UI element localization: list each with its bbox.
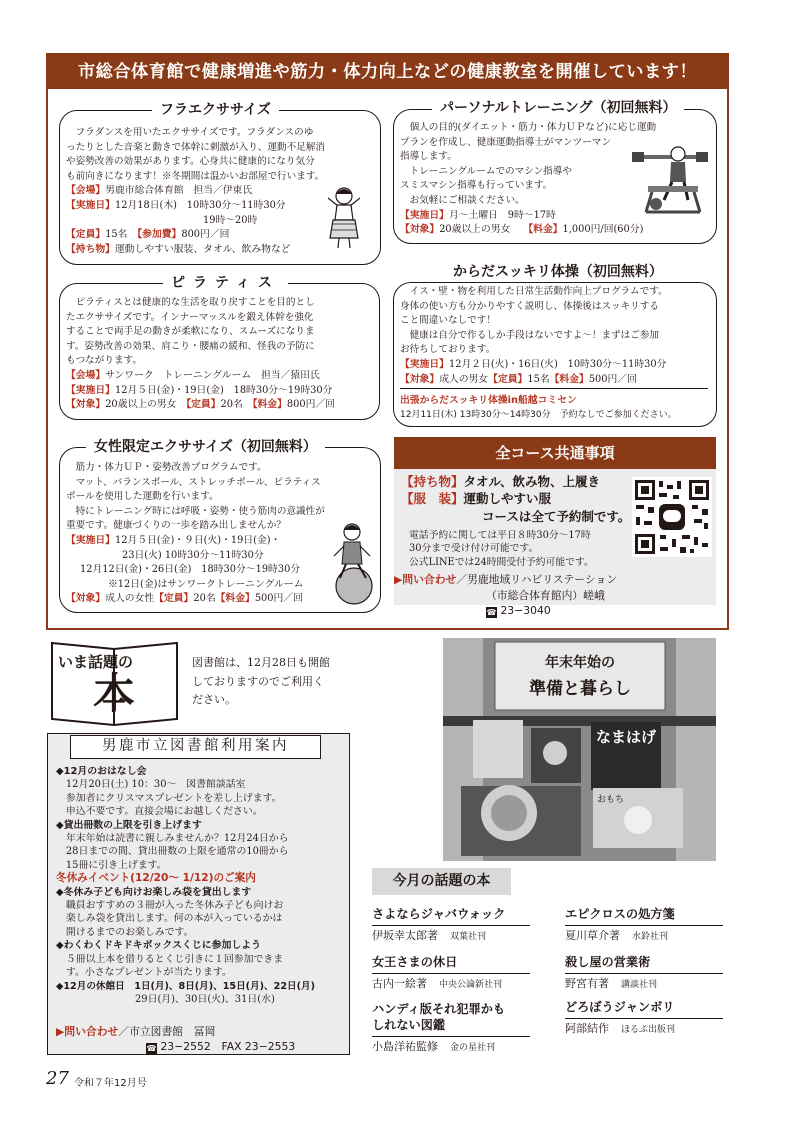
common-contact-row: ▶問い合わせ／男鹿地域リハビリステーション (394, 573, 618, 586)
line-qr-code (632, 477, 712, 557)
balance-ball-illustration (330, 520, 378, 606)
date-row: 【実施日】12月５日(金)・19日(金) 18時30分〜19時30分 (66, 384, 333, 396)
body-line: マット、バランスボール、ストレッチポール、ピラティス (66, 476, 321, 488)
book-entry (565, 999, 723, 1037)
book-entry (565, 954, 723, 992)
pilates-title: ピラティス (163, 274, 288, 292)
library-line: す。小さなプレゼントが当たります。 (56, 967, 232, 979)
book-publisher: 双葉社刊 (450, 932, 487, 942)
common-tel-row: ☎ 23−3040 (486, 604, 551, 617)
book-title: さよならジャバウォック (372, 907, 506, 921)
book-cover-omochi: おもち (597, 795, 625, 805)
common-wear-row: 【服 装】運動しやすい服 (401, 491, 552, 506)
date-row-2: 19時〜20時 (203, 214, 258, 226)
book-title: エピクロスの処方箋 (565, 907, 675, 921)
phone-note-2: 30分まで受け付け可能です。 (409, 543, 539, 554)
body-line: たエクササイズです。インナーマッスルを鍛え体幹を強化 (66, 311, 314, 323)
book-divider (565, 1018, 723, 1019)
date-row-4: ※12日(金)はサンワークトレーニングルーム (108, 578, 304, 590)
library-line: ◆貸出冊数の上限を引き上げます (56, 819, 202, 831)
body-line: することで両手足の動きが柔軟になり、スムーズになりま (66, 326, 315, 338)
body-line: ピラティスとは健康的な生活を取り戻すことを目的とし (66, 297, 315, 308)
book-title-cont: しれない図鑑 (372, 1018, 446, 1032)
library-line: 開けるまでのお楽しみです。 (56, 926, 194, 938)
library-open-notice: 図書館は、12月28日も開館 しておりますのでご利用く ださい。 (192, 656, 330, 706)
body-line: もつながります。 (66, 355, 142, 367)
training-machine-illustration (628, 142, 712, 216)
body-line: 健康は自分で作るしか手段はないですよ〜！まずはご参加 (400, 329, 660, 341)
book-author: 古内一絵著 中央公論新社刊 (372, 977, 503, 990)
library-line: 12月20日(土) 10：30〜 図書館談話室 (56, 779, 246, 791)
issue-label: 令和７年12月号 (74, 1078, 147, 1089)
library-line: 年末年始は読書に親しみませんか？12月24日から (56, 833, 289, 845)
library-line: ◆12月の休館日 1日(月)、8日(月)、15日(月)、22日(月) (56, 980, 315, 992)
body-line: ったりとした音楽と動きで体幹に刺激が入り、運動不足解消 (66, 141, 326, 153)
women-title: 女性限定エクササイズ（初回無料） (86, 438, 325, 456)
body-line: スミスマシン指導も行っています。 (400, 180, 553, 192)
library-line: ５冊以上本を借りるとくじ引きに１回参加できま (56, 953, 284, 965)
phone-icon: ☎ (146, 1044, 157, 1053)
section-banner: 市総合体育館で健康増進や筋力・体力向上などの健康教室を開催しています！ (48, 55, 727, 89)
library-line: 29日(月)、30日(火)、31日(水) (56, 993, 275, 1005)
book-divider (372, 973, 530, 974)
date-row-3: 12月12日(金)・26日(金) 18時30分〜19時30分 (80, 564, 301, 576)
karada-title: からだスッキリ体操（初回無料） (445, 263, 671, 281)
book-publisher: 講談社刊 (621, 980, 658, 990)
book-title: 殺し屋の営業術 (565, 955, 651, 969)
book-author: 伊坂幸太郎著 双葉社刊 (372, 929, 487, 942)
body-line: 特にトレーニング時には呼吸・姿勢・使う筋肉の意識性が (66, 505, 325, 517)
body-line: お気軽にご相談ください。 (400, 194, 525, 206)
body-line: こと間違いなしです！ (400, 315, 496, 327)
date-row: 【実施日】12月２日(火)・16日(火) 10時30分〜11時30分 (400, 358, 667, 370)
bring-row: 【持ち物】運動しやすい服装、タオル、飲み物など (66, 243, 291, 255)
body-line: や姿勢改善の効果があります。心身共に健康的になり気分 (66, 156, 315, 168)
body-line: お待ちしております。 (400, 344, 496, 356)
body-line: 指導します。 (400, 151, 457, 163)
line-note: 公式LINEでは24時間受付予約可能です。 (409, 557, 594, 568)
target-cap-fee-row: 【対象】20歳以上の男女 【定員】20名 【料金】800円／回 (66, 399, 335, 411)
book-author: 小島洋祐監修 金の星社刊 (372, 1040, 496, 1053)
trending-books-label: 今月の話題の本 (372, 868, 511, 895)
reserve-note: コースは全て予約制です。 (482, 509, 631, 524)
book-divider (565, 973, 723, 974)
display-sign-line-1: 年末年始の (545, 655, 615, 671)
trending-label: いま話題の (58, 653, 134, 671)
library-line: 楽しみ袋を貸出します。何の本が入っているかは (56, 913, 283, 925)
date-row: 【実施日】12月18日(木) 10時30分〜11時30分 (66, 199, 286, 211)
personal-training-body (400, 121, 656, 238)
library-line: ◆12月のおはなし会 (56, 766, 147, 777)
book-entry (565, 906, 723, 944)
library-tel-row: ☎ 23−2552 FAX 23−2553 (146, 1040, 296, 1053)
book-title: どろぼうジャンボリ (565, 1000, 675, 1014)
library-contact-row: ▶問い合わせ／市立図書館 冨岡 (56, 1025, 216, 1038)
book-title: 女王さまの休日 (372, 955, 458, 969)
library-line: 参加者にクリスマスプレゼントを差し上げます。 (56, 792, 282, 804)
body-line: 個人の目的(ダイエット・筋力・体力ＵＰなど)に応じ運動 (400, 122, 657, 133)
body-line: イス・壁・物を利用した日常生活動作向上プログラムです。 (400, 286, 668, 297)
library-line: 冬休みイベント(12/20〜 1/12)のご案内 (56, 872, 256, 885)
book-entry (372, 906, 530, 944)
book-publisher: 金の星社刊 (450, 1043, 496, 1053)
book-author: 阿部結作 ほるぷ出版刊 (565, 1022, 676, 1035)
hula-dancer-illustration (318, 184, 368, 252)
body-line: も前向きになります！※冬期間は温かいお部屋で行います。 (66, 170, 325, 182)
trending-books-badge (48, 637, 181, 729)
book-author: 夏川草介著 水鈴社刊 (565, 929, 669, 942)
phone-icon: ☎ (486, 608, 497, 617)
pilates-body (66, 296, 335, 413)
library-line: 職員おすすめの３冊が入った冬休み子ども向けお (56, 900, 284, 912)
new-year-display-photo (443, 638, 716, 861)
library-info-title: 男鹿市立図書館利用案内 (70, 735, 321, 759)
hula-body (66, 126, 325, 257)
karada-body (400, 285, 668, 387)
target-cap-fee-row: 【対象】成人の女性【定員】20名【料金】500円／回 (66, 593, 303, 605)
book-title: ハンディ版それ犯罪かも (372, 1002, 506, 1016)
book-author: 野宮有著 講談社刊 (565, 977, 658, 990)
library-line: 15冊に引き上げます。 (56, 859, 167, 871)
karada-divider (400, 388, 708, 389)
book-publisher: 中央公論新社刊 (439, 980, 503, 990)
library-line: ◆冬休み子ども向けお楽しみ袋を貸出します (56, 886, 252, 898)
capacity-fee-row: 【定員】15名 【参加費】800円／回 (66, 229, 230, 241)
date-row: 【実施日】月〜土曜日 9時〜17時 (400, 209, 556, 221)
book-publisher: 水鈴社刊 (632, 932, 669, 942)
body-line: 筋力・体力ＵＰ・姿勢改善プログラムです。 (66, 462, 267, 473)
personal-training-title: パーソナルトレーニング（初回無料） (432, 99, 684, 117)
target-cap-fee-row: 【対象】成人の男女【定員】15名【料金】500円／回 (400, 373, 637, 385)
women-body (66, 461, 325, 607)
body-line: 身体の使い方も分かりやすく説明し、体操後はスッキリする (400, 300, 659, 312)
book-publisher: ほるぷ出版刊 (621, 1025, 676, 1035)
date-row-2: 23日(火) 10時30分〜11時30分 (122, 549, 264, 561)
outreach-text: 12月11日(木) 13時30分〜14時30分 予約なしでご参加ください。 (400, 410, 677, 420)
library-line: 28日までの間、貸出冊数の上限を通常の10冊から (56, 846, 289, 858)
library-line: ◆わくわくドキドキボックスくじに参加しよう (56, 940, 261, 952)
book-entry (372, 1001, 530, 1055)
common-items-title: 全コース共通事項 (394, 437, 716, 469)
book-divider (372, 1036, 530, 1037)
library-line: 申込不要です。直接会場にお越しください。 (56, 806, 263, 818)
common-contact-row-2: （市総合体育館内）嵯峨 (486, 589, 605, 602)
body-line: ボールを使用した運動を行います。 (66, 491, 219, 503)
page-number: 27 (46, 1068, 69, 1089)
body-line: プランを作成し、健康運動指導士がマンツーマン (400, 136, 612, 148)
target-fee-row: 【対象】20歳以上の男女 【料金】1,000円/回(60分) (400, 224, 644, 236)
display-sign-line-2: 準備と暮らし (529, 679, 631, 699)
hula-title: フラエクササイズ (152, 101, 279, 119)
book-entry (372, 954, 530, 992)
body-line: フラダンスを用いたエクササイズです。フラダンスのゆ (66, 127, 314, 138)
phone-note-1: 電話予約に関しては平日８時30分〜17時 (409, 530, 591, 541)
book-divider (565, 925, 723, 926)
date-row: 【実施日】12月５日(金)・９日(火)・19日(金)・ (66, 534, 281, 546)
library-info-lines (56, 765, 315, 1006)
book-divider (372, 925, 530, 926)
book-cover-namahage: なまはげ (595, 728, 656, 746)
venue-row: 【会場】サンワーク トレーニングルーム 担当／猿田氏 (66, 369, 320, 381)
body-line: 重要です。健康づくりの一歩を踏み出しませんか？ (66, 520, 286, 532)
body-line: す。姿勢改善の効果、肩こり・腰痛の緩和、怪我の予防に (66, 340, 315, 352)
trending-book-glyph: 本 (92, 669, 135, 718)
outreach-title: 出張からだスッキリ体操in船越コミセン (400, 395, 577, 406)
body-line: トレーニングルームでのマシン指導や (400, 165, 572, 177)
venue-row: 【会場】男鹿市総合体育館 担当／伊東氏 (66, 185, 253, 197)
common-bring-row: 【持ち物】タオル、飲み物、上履き (401, 474, 601, 489)
